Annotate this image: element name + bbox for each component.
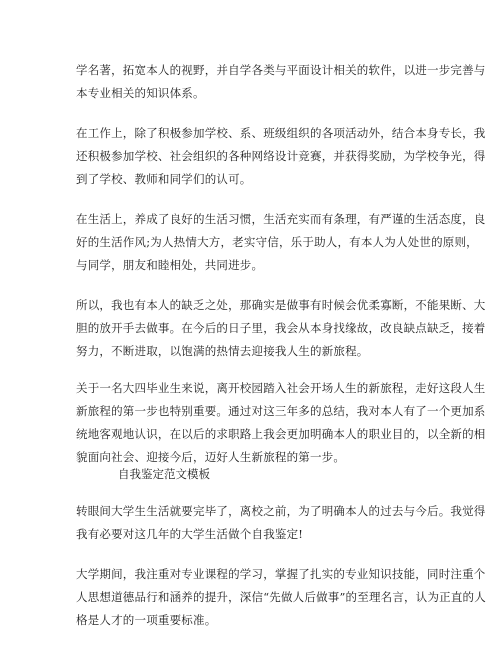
paragraph-work <box>76 122 486 191</box>
paragraph-life <box>76 208 486 277</box>
text-line: 本专业相关的知识体系。 <box>76 86 205 100</box>
text-line: 关于一名大四毕业生来说，离开校园踏入社会开场人生的新旅程，走好这段人生 <box>76 381 486 395</box>
text-line: 胆的放开手去做事。在今后的日子里，我会从本身找缘故，改良缺点缺乏，接着 <box>76 321 486 335</box>
paragraph-study <box>76 59 486 105</box>
paragraph-shortcomings <box>76 294 486 363</box>
text-line: 格是人才的一项重要标准。 <box>76 613 217 627</box>
text-line: 与同学，朋友和睦相处，共同进步。 <box>76 258 264 272</box>
text-line: 新旅程的第一步也特别重要。通过对这三年多的总结，我对本人有了一个更加系 <box>76 404 486 418</box>
text-line: 所以，我也有本人的缺乏之处，那确实是做事有时候会优柔寡断，不能果断、大 <box>76 298 486 312</box>
text-line: 大学期间，我注重对专业课程的学习，掌握了扎实的专业知识技能，同时注重个 <box>76 567 486 581</box>
text-line: 在生活上，养成了良好的生活习惯，生活充实而有条理，有严谨的生活态度，良 <box>76 212 486 226</box>
paragraph-university <box>76 563 486 632</box>
text-line: 貌面向社会、迎接今后，迈好人生新旅程的第一步。 <box>76 450 346 464</box>
paragraph-graduation <box>76 377 486 469</box>
text-line: 人思想道德品行和涵养的提升，深信“先做人后做事”的至理名言，认为正直的人 <box>76 590 486 604</box>
section-heading: 自我鉴定范文模板 <box>118 467 210 481</box>
paragraph-intro <box>76 500 486 546</box>
text-line: 转眼间大学生生活就要完毕了，离校之前，为了明确本人的过去与今后。我觉得 <box>76 504 486 518</box>
text-line: 我有必要对这几年的大学生活做个自我鉴定! <box>76 527 304 541</box>
text-line: 在工作上，除了积极参加学校、系、班级组织的各项活动外，结合本身专长，我 <box>76 126 486 140</box>
text-line: 到了学校、教师和同学们的认可。 <box>76 172 252 186</box>
text-line: 努力，不断进取，以饱满的热情去迎接我人生的新旅程。 <box>76 344 369 358</box>
text-line: 统地客观地认识，在以后的求职路上我会更加明确本人的职业目的，以全新的相 <box>76 427 486 441</box>
text-line: 还积极参加学校、社会组织的各种网络设计竞赛，并获得奖励，为学校争光，得 <box>76 149 486 163</box>
text-line: 学名著，拓宽本人的视野，并自学各类与平面设计相关的软件，以进一步完善与 <box>76 63 486 77</box>
text-line: 好的生活作风;为人热情大方，老实守信，乐于助人，有本人为人处世的原则， <box>76 235 478 249</box>
